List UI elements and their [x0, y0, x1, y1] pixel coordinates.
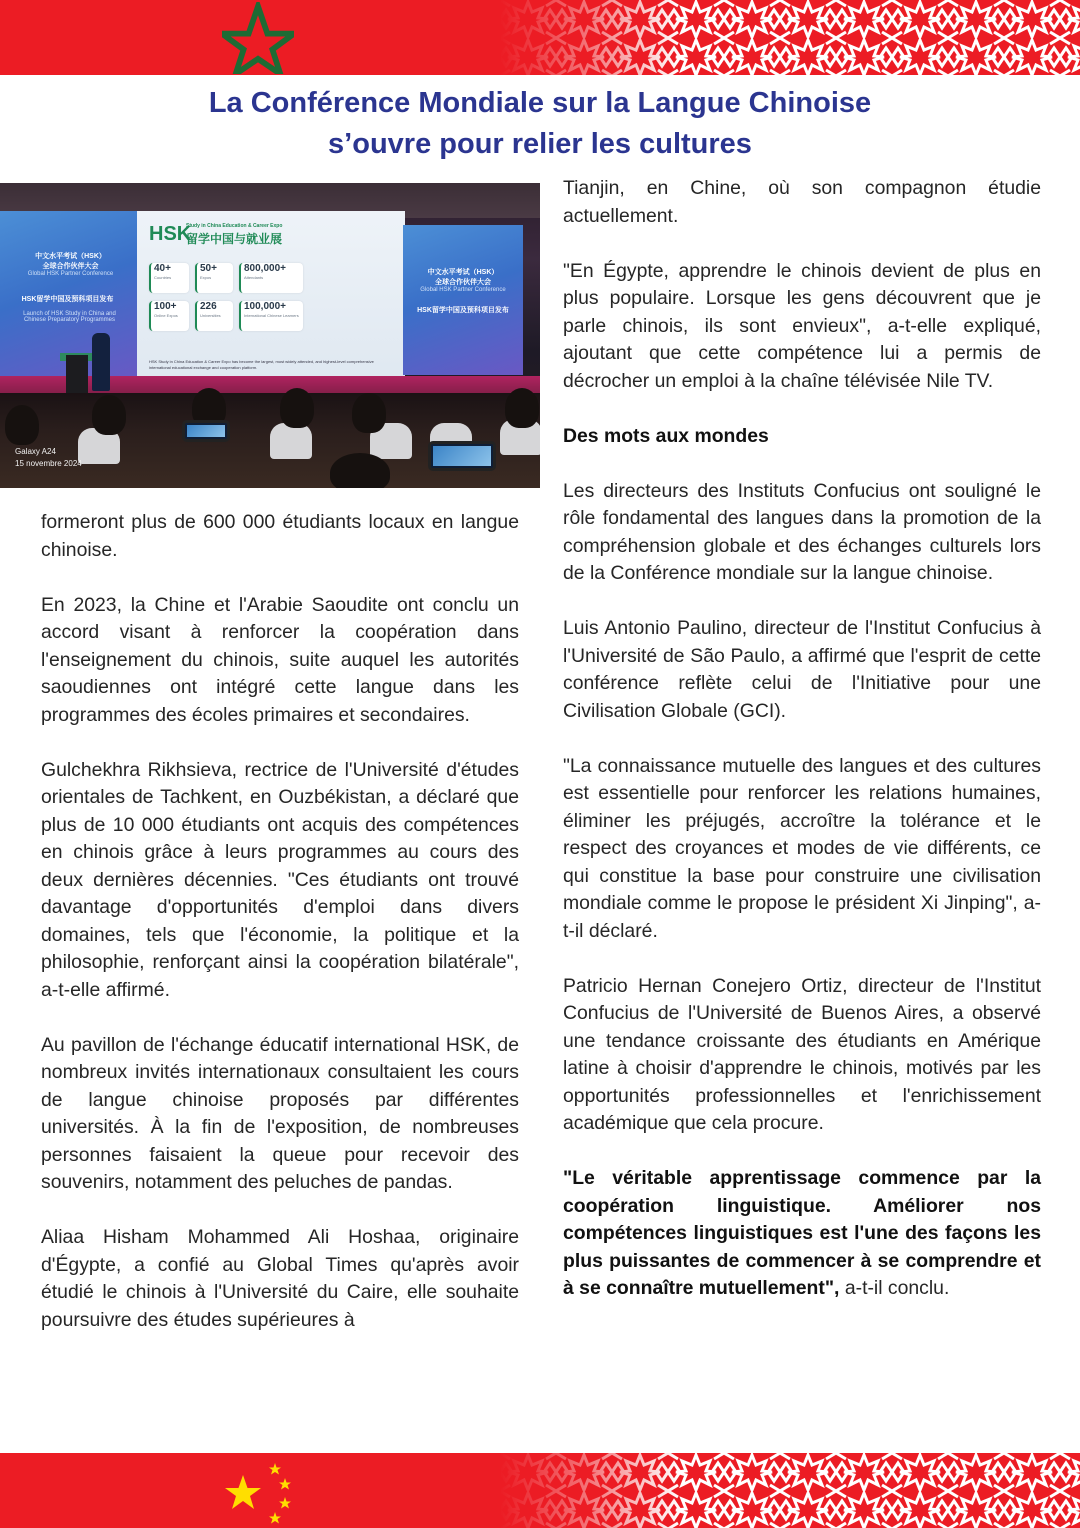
- paragraph: Les directeurs des Instituts Confucius ont souligné le rôle fondamental des langues dans la promotion de la compréhension globale et des échanges culturels lors de la Conférence mondiale sur la langue chinoise.: [563, 479, 1041, 584]
- closing-attribution: a-t-il conclu.: [839, 1277, 950, 1299]
- article-column-right: [563, 175, 1041, 1303]
- conference-photo: [0, 183, 540, 488]
- closing-quote-paragraph: [563, 1165, 1041, 1303]
- stat-card: 40+ Countries: [149, 263, 189, 293]
- china-stars-icon: [215, 1461, 305, 1527]
- top-banner-morocco: [0, 0, 1080, 75]
- paragraph: Patricio Hernan Conejero Ortiz, directeur de l'Institut Confucius de l'Université de Buenos Aires, a observé une tendance croissante des étudiants en Amérique latine à choisir d'apprendre le chinois, motivés par les opportunités professionnelles et l'enrichissement académique que cela procure.: [563, 974, 1041, 1134]
- side-screen-left: 中文水平考试（HSK） 全球合作伙伴大会 Global HSK Partner Conference HSK留学中国及预科项目发布 Launch of HSK Study in China and Chinese Preparatory Programmes: [0, 211, 140, 381]
- stat-card: 100,000+ International Chinese Learners: [239, 301, 303, 331]
- morocco-star-icon: [222, 2, 294, 74]
- paragraph: Tianjin, en Chine, où son compagnon étudie actuellement.: [563, 177, 1041, 227]
- paragraph: Gulchekhra Rikhsieva, rectrice de l'Université d'études orientales de Tachkent, en Ouzbékistan, a déclaré que plus de 10 000 étudiants ont acquis des compétences en chinois grâce à leurs programmes au cours des deux dernières décennies. "Ces étudiants ont trouvé davantage d'opportunités d'emploi dans divers domaines, tels que l'économie, la politique et la philosophie, renforçant ainsi la coopération bilatérale", a-t-elle affirmé.: [41, 758, 519, 1001]
- paragraph: "La connaissance mutuelle des langues et des cultures est essentielle pour renforcer les relations humaines, éliminer les préjugés, accroître la tolérance et le respect des croyances et modes de vie différents, ce qui constitue la base pour construire une civilisation mondiale comme le propose le président Xi Jinping", a-t-il déclaré.: [563, 754, 1041, 942]
- bottom-banner-china: [0, 1453, 1080, 1528]
- paragraph: En 2023, la Chine et l'Arabie Saoudite ont conclu un accord visant à renforcer la coopération dans l'enseignement du chinois, suite auquel les autorités saoudiennes ont intégré cette langue dans les programmes des écoles primaires et secondaires.: [41, 593, 519, 726]
- article-column-left: [41, 509, 519, 1334]
- camera-watermark: Galaxy A24 15 novembre 2024: [15, 447, 82, 468]
- article-title: [0, 83, 1080, 165]
- side-screen-right: 中文水平考试（HSK） 全球合作伙伴大会 Global HSK Partner Conference HSK留学中国及预科项目发布: [403, 225, 523, 375]
- phone-in-hand: [428, 441, 496, 471]
- stat-card: 50+ Expos: [195, 263, 233, 293]
- title-line-2: s’ouvre pour relier les cultures: [328, 128, 752, 160]
- speaker-figure: [92, 333, 110, 391]
- stat-card: 800,000+ Attendants: [239, 263, 303, 293]
- closing-quote: "Le véritable apprentissage commence par la coopération linguistique. Améliorer nos compétences linguistiques est l'une des façons les plus puissantes de commencer à se comprendre et à se connaître mutuellement",: [563, 1167, 1041, 1299]
- stat-card: 100+ Online Expos: [149, 301, 189, 331]
- main-slide: HSK Study in China Education & Career Expo 留学中国与就业展 40+ Countries 50+ Expos 800,000+ Attendants 100+ Online Expos 226 Universities 100,000+ International Chinese Learners HSK Study in China Education & Career Expo has become the largest, most widely attended, and highest-level comprehensive international educational exchange and cooperation platform.: [137, 211, 405, 381]
- paragraph: Aliaa Hisham Mohammed Ali Hoshaa, originaire d'Égypte, a confié au Global Times qu'après avoir étudié le chinois à l'Université du Caire, elle souhaite poursuivre des études supérieures à: [41, 1226, 519, 1331]
- paragraph: "En Égypte, apprendre le chinois devient de plus en plus populaire. Lorsque les gens découvrent que je parle chinois, ils sont envieux", a-t-elle expliqué, ajoutant que cette compétence lui a permis de décrocher un emploi à la chaîne télévisée Nile TV.: [563, 259, 1041, 392]
- section-subheading: Des mots aux mondes: [563, 424, 769, 447]
- phone-in-hand: [182, 420, 230, 442]
- paragraph: Au pavillon de l'échange éducatif international HSK, de nombreux invités internationaux consultaient les cours de langue chinoise proposés par différentes universités. À la fin de l'exposition, de nombreuses personnes faisaient la queue pour recevoir des souvenirs, notamment des peluches de pandas.: [41, 1033, 519, 1193]
- title-line-1: La Conférence Mondiale sur la Langue Chinoise: [208, 87, 872, 119]
- stat-card: 226 Universities: [195, 301, 233, 331]
- paragraph: formeront plus de 600 000 étudiants locaux en langue chinoise.: [41, 511, 519, 561]
- paragraph: Luis Antonio Paulino, directeur de l'Institut Confucius à l'Université de São Paulo, a affirmé que l'esprit de cette conférence reflète celui de l'Initiative pour une Civilisation Globale (GCI).: [563, 617, 1041, 722]
